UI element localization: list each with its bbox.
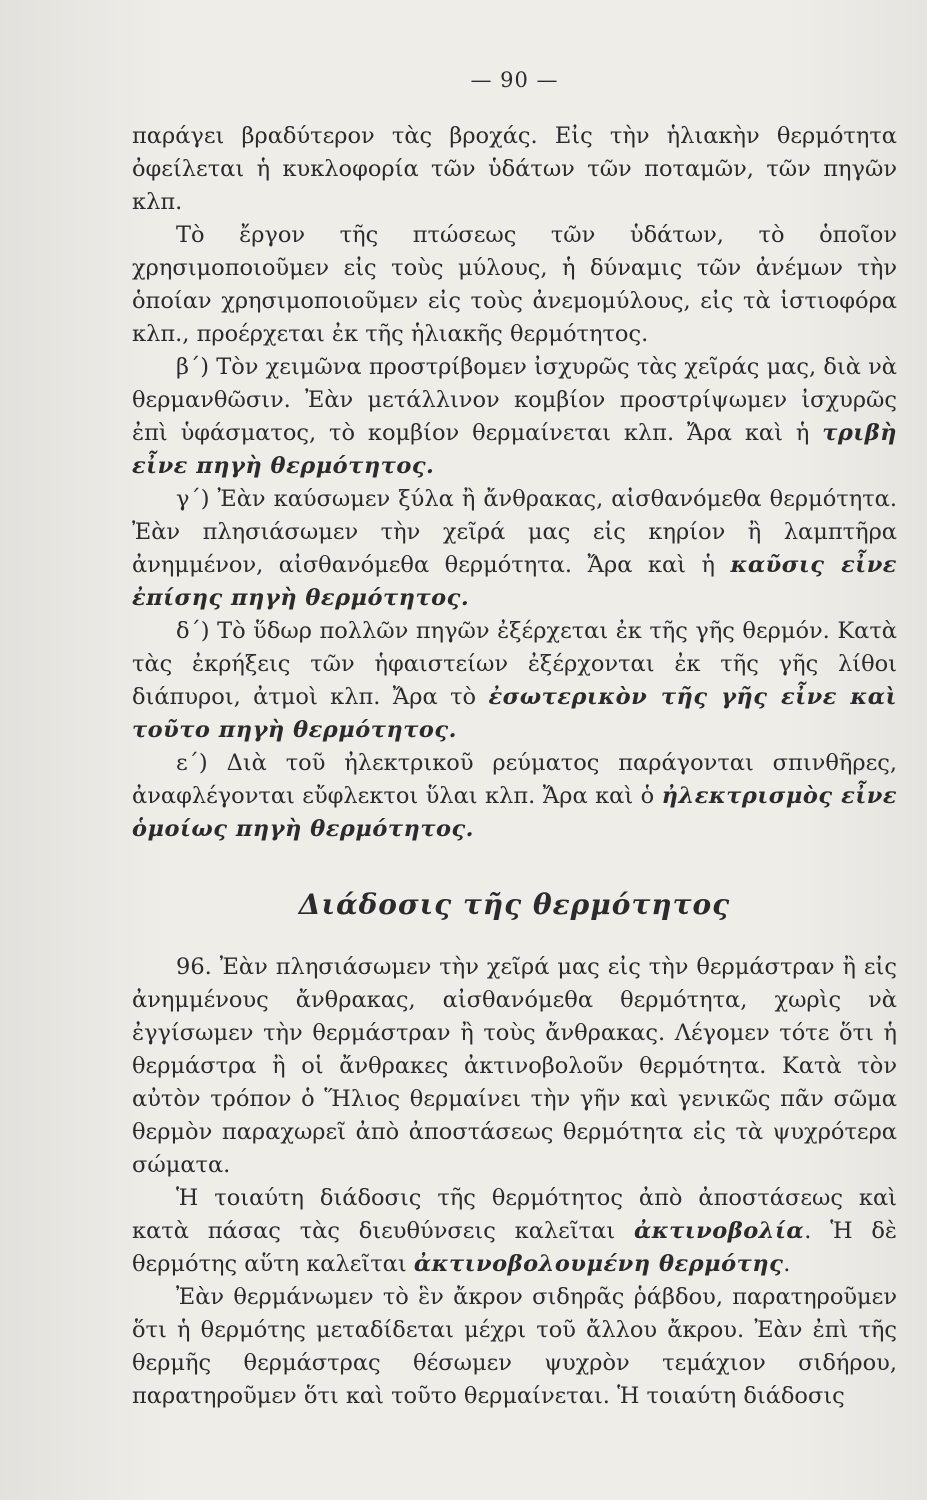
page-number: — 90 — (470, 68, 559, 92)
paragraph (132, 1182, 897, 1281)
paragraph (132, 1281, 897, 1413)
emphasized-text: ἠλεκτρισμὸς εἶνε ὁμοίως πηγὴ θερμότητος. (132, 783, 897, 842)
emphasized-text: ἐσωτερικὸν τῆς γῆς εἶνε καὶ τοῦτο πηγὴ θερμότητος. (132, 684, 897, 743)
paragraph (132, 120, 897, 219)
body-text-top (132, 120, 897, 846)
section-heading: Διάδοσις τῆς θερμότητος (298, 888, 731, 921)
text-run: β΄) Τὸν χειμῶνα προστρίβομεν ἰσχυρῶς τὰς χεῖράς μας, διὰ νὰ θερμανθῶσιν. Ἐὰν μετάλλινον κομβίον προστρίψωμεν ἰσχυρῶς ἐπὶ ὑφάσματος, τὸ κομβίον θερμαίνεται κλπ. Ἄρα καὶ ἡ (132, 354, 897, 446)
emphasized-text: ἀκτινοβολία (633, 1218, 805, 1244)
text-run: 96. Ἐὰν πλησιάσωμεν τὴν χεῖρά μας εἰς τὴν θερμάστραν ἢ εἰς ἀνημμένους ἄνθρακας, αἰσθανόμεθα θερμότητα, χωρὶς νὰ ἐγγίσωμεν τὴν θερμάστραν ἢ τοὺς ἄνθρακας. Λέγομεν τότε ὅτι ἡ θερμάστρα ἢ οἱ ἄνθρακες ἀκτινοβολοῦν θερμότητα. Κατὰ τὸν αὐτὸν τρόπον ὁ Ἥλιος θερμαίνει τὴν γῆν καὶ γενικῶς πᾶν σῶμα θερμὸν παραχωρεῖ ἀπὸ ἀποστάσεως θερμότητα εἰς τὰ ψυχρότερα σώματα. (132, 954, 897, 1178)
text-run: . Ἡ δὲ θερμότης αὕτη καλεῖται (132, 1218, 898, 1277)
text-run: Τὸ ἔργον τῆς πτώσεως τῶν ὑδάτων, τὸ ὁποῖον χρησιμοποιοῦμεν εἰς τοὺς μύλους, ἡ δύναμις τῶν ἀνέμων τὴν ὁποίαν χρησιμοποιοῦμεν εἰς τοὺς ἀνεμομύλους, εἰς τὰ ἱστιοφόρα κλπ., προέρχεται ἐκ τῆς ἡλιακῆς θερμότητος. (132, 222, 897, 347)
emphasized-text: καῦσις εἶνε ἐπίσης πηγὴ θερμότητος. (132, 552, 897, 611)
text-run: ε΄) Διὰ τοῦ ἠλεκτρικοῦ ρεύματος παράγονται σπινθῆρες, ἀναφλέγονται εὔφλεκτοι ὕλαι κλπ. Ἄρα καὶ ὁ (132, 750, 897, 809)
paragraph (132, 483, 897, 615)
paragraph (132, 747, 897, 846)
text-run: . (783, 1251, 791, 1277)
text-run: παράγει βραδύτερον τὰς βροχάς. Εἰς τὴν ἡλιακὴν θερμότητα ὀφείλεται ἡ κυκλοφορία τῶν ὑδάτων τῶν ποταμῶν, τῶν πηγῶν κλπ. (132, 123, 897, 215)
paragraph (132, 951, 897, 1182)
emphasized-text: τριβὴ εἶνε πηγὴ θερμότητος. (132, 420, 897, 479)
paragraph (132, 219, 897, 351)
text-run: δ΄) Τὸ ὕδωρ πολλῶν πηγῶν ἐξέρχεται ἐκ τῆς γῆς θερμόν. Κατὰ τὰς ἐκρήξεις τῶν ἡφαιστείων ἐξέρχονται ἐκ τῆς γῆς λίθοι διάπυροι, ἀτμοὶ κλπ. Ἄρα τὸ (132, 618, 897, 710)
body-text-bottom (132, 951, 897, 1413)
paragraph (132, 351, 897, 483)
emphasized-text: ἀκτινοβολουμένη θερμότης (413, 1251, 784, 1277)
paragraph (132, 615, 897, 747)
text-run: γ΄) Ἐὰν καύσωμεν ξύλα ἢ ἄνθρακας, αἰσθανόμεθα θερμότητα. Ἐὰν πλησιάσωμεν τὴν χεῖρά μας εἰς κηρίον ἢ λαμπτῆρα ἀνημμένον, αἰσθανόμεθα θερμότητα. Ἄρα καὶ ἡ (132, 486, 897, 578)
text-run: Ἡ τοιαύτη διάδοσις τῆς θερμότητος ἀπὸ ἀποστάσεως καὶ κατὰ πάσας τὰς διευθύνσεις καλεῖται (132, 1185, 897, 1244)
text-run: Ἐὰν θερμάνωμεν τὸ ἓν ἄκρον σιδηρᾶς ῥάβδου, παρατηροῦμεν ὅτι ἡ θερμότης μεταδίδεται μέχρι τοῦ ἄλλου ἄκρου. Ἐὰν ἐπὶ τῆς θερμῆς θερμάστρας θέσωμεν ψυχρὸν τεμάχιον σιδήρου, παρατηροῦμεν ὅτι καὶ τοῦτο θερμαίνεται. Ἡ τοιαύτη διάδοσις (132, 1284, 897, 1409)
